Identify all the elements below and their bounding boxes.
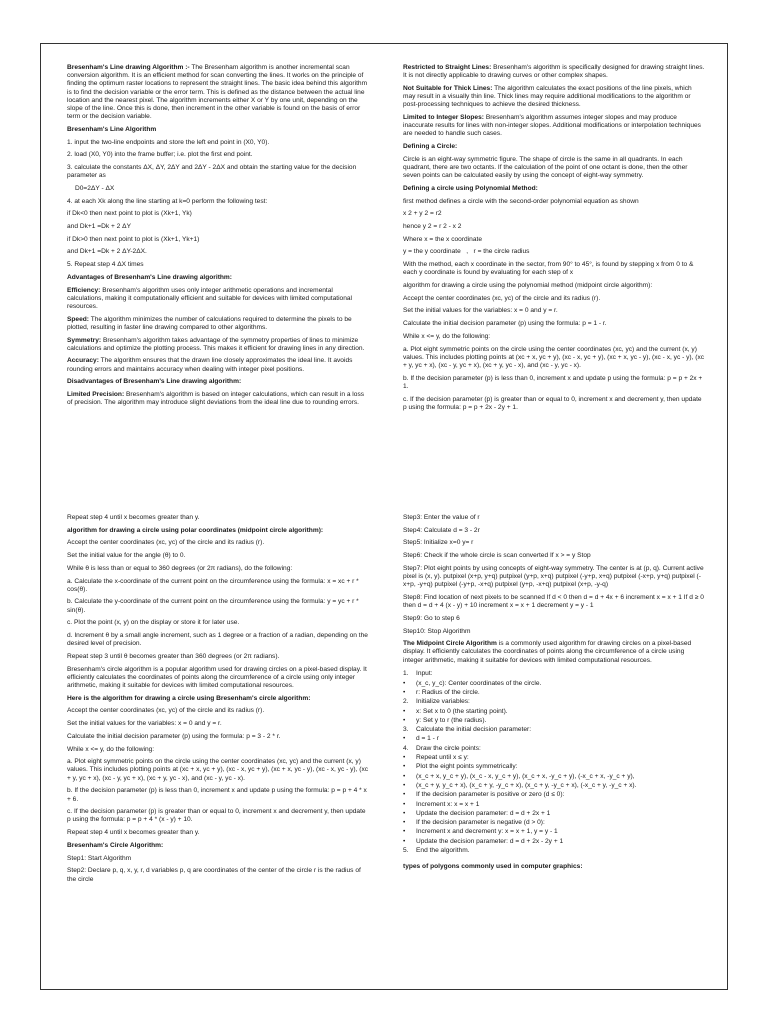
list-marker: 3. bbox=[403, 726, 409, 734]
paragraph: Accept the center coordinates (xc, yc) of the circle and its radius (r). bbox=[67, 539, 265, 547]
list-item bbox=[403, 781, 705, 790]
list-item bbox=[403, 669, 705, 678]
paragraph: Circle is an eight-way symmetric figure. The shape of circle is the same in all quadrants. In each quadrant, there are two octants. If the calculation of the point of one octant is done, then the other seven points can be calculated easily by using the concept of eight-way symmetry. bbox=[403, 155, 688, 180]
paragraph: a. Plot eight symmetric points on the circle using the center coordinates (xc, yc) and the current (x, y) values. This includes plotting points at (xc + x, yc + y), (xc - x, yc + y), (xc + x, yc - y), (xc - x, yc - y), (xc + y, yc + x), (xc - y, yc + x), (xc + y, yc - x), and (xc - y, yc - x). bbox=[403, 345, 705, 369]
paragraph: b. If the decision parameter (p) is less than 0, increment x and update p using the formula: p = p + 4 * x + 6. bbox=[67, 787, 367, 803]
list-item bbox=[403, 697, 705, 706]
paragraph: first method defines a circle with the second-order polynomial equation as shown bbox=[403, 197, 639, 205]
step-text: Step2: Declare p, q, x, y, r, d variables p, q are coordinates of the center of the circle r is the radius of the circle bbox=[67, 867, 361, 883]
step-text: Step8: Find location of next pixels to be scanned If d < 0 then d = d + 4x + 6 increment x = x + 1 If d ≥ 0 then d = d + 4 (x - y) + 10 increment x = x + 1 decrement y = y - 1 bbox=[403, 593, 704, 610]
section-heading: Here is the algorithm for drawing a circle using Bresenham's circle algorithm: bbox=[67, 694, 311, 702]
paragraph: a. Calculate the x-coordinate of the current point on the circumference using the formula: x = xc + r * cos(θ). bbox=[67, 577, 359, 593]
list-item-text: x: Set x to 0 (the starting point). bbox=[416, 707, 508, 715]
list-item bbox=[403, 734, 705, 743]
list-item bbox=[403, 837, 705, 846]
list-item bbox=[403, 800, 705, 809]
list-item bbox=[403, 818, 705, 827]
paragraph: c. If the decision parameter (p) is greater than or equal to 0, increment x and decrement y, then update p using the formula: p = p + 4 * (x - y) + 10. bbox=[67, 808, 366, 824]
list-marker: 4. bbox=[403, 744, 409, 752]
list-marker: • bbox=[403, 781, 406, 789]
step-text: 1. input the two-line endpoints and store the left end point in (X0, Y0). bbox=[67, 138, 270, 146]
list-marker: 2. bbox=[403, 698, 409, 706]
list-item-text: Input: bbox=[416, 670, 433, 678]
step-text: Step7: Plot eight points by using concepts of eight-way symmetry. The center is at (p, q). Current active pixel is (x, y). putpixel (x+p, y+q) putpixel (y+p, x+q) putpixel (-y+p, x+q) putpixel (-x+p, y+q) putpixel (-x+p, -y+q) putpixel (-y+p, -x+q) putpixel (y+p, -x+q) putpixel (x+p, -y-q) bbox=[403, 564, 704, 589]
list-item bbox=[403, 716, 705, 725]
paragraph: b. If the decision parameter (p) is less than 0, increment x and update p using the formula: p = p + 2x + 1. bbox=[403, 374, 703, 390]
list-item-text: If the decision parameter is negative (d > 0): bbox=[416, 819, 545, 827]
list-item bbox=[403, 827, 705, 836]
paragraph: Set the initial values for the variables: x = 0 and y = r. bbox=[403, 307, 558, 315]
advantage-accuracy: Accuracy: The algorithm ensures that the drawn line closely approximates the ideal line. It avoids rounding errors and maintains accuracy when dealing with integer pixel positions. bbox=[67, 357, 353, 373]
step-text: Step3: Enter the value of r bbox=[403, 514, 480, 521]
list-marker: • bbox=[403, 837, 406, 845]
list-item-text: (x_c + x, y_c + y), (x_c - x, y_c + y), (x_c + x, -y_c + y), (-x_c + x, -y_c + y), bbox=[416, 772, 635, 780]
list-marker: • bbox=[403, 828, 406, 836]
list-item-text: Increment x: x = x + 1 bbox=[416, 800, 480, 808]
list-item-text: Plot the eight points symmetrically: bbox=[416, 763, 518, 771]
section-heading: Bresenham's Line Algorithm bbox=[67, 125, 157, 133]
paragraph: y = the y coordinate , r = the circle radius bbox=[403, 248, 530, 256]
list-marker: • bbox=[403, 754, 406, 762]
list-marker: • bbox=[403, 679, 406, 687]
disadvantage-precision: Limited Precision: Bresenham's algorithm is based on integer calculations, which can result in a loss of precision. The algorithm may introduce slight deviations from the ideal line due to rounding errors. bbox=[67, 391, 365, 407]
formula-text: hence y 2 = r 2 - x 2 bbox=[403, 223, 462, 231]
list-item bbox=[403, 707, 705, 716]
paragraph: Set the initial value for the angle (θ) to 0. bbox=[67, 552, 186, 560]
step-text: Step9: Go to step 6 bbox=[403, 614, 460, 622]
paragraph: With the method, each x coordinate in the sector, from 90° to 45°, is found by stepping x from 0 to & each y coordinate is found by evaluating for each step of x bbox=[403, 261, 694, 277]
section-heading: Disadvantages of Bresenham's Line drawing algorithm: bbox=[67, 378, 242, 386]
list-item bbox=[403, 846, 705, 855]
step-text: 4. at each Xk along the line starting at k=0 perform the following test: bbox=[67, 197, 268, 205]
paragraph: Calculate the initial decision parameter (p) using the formula: p = 1 - r. bbox=[403, 320, 607, 328]
paragraph: Calculate the initial decision parameter (p) using the formula: p = 3 - 2 * r. bbox=[67, 732, 281, 740]
paragraph: c. If the decision parameter (p) is greater than or equal to 0, increment x and decrement y, then update p using the formula: p = p + 2x - 2y + 1. bbox=[403, 395, 702, 411]
step-text: Step1: Start Algorithm bbox=[67, 854, 132, 862]
list-item bbox=[403, 744, 705, 753]
list-marker: • bbox=[403, 707, 406, 715]
formula-text: x 2 + y 2 = r2 bbox=[403, 210, 442, 218]
bottom-right-column bbox=[403, 514, 705, 876]
list-item bbox=[403, 725, 705, 734]
list-item-text: d = 1 - r bbox=[416, 735, 439, 743]
advantage-speed: Speed: The algorithm minimizes the number of calculations required to determine the pixels to be plotted, resulting in faster line drawing compared to other algorithms. bbox=[67, 315, 352, 331]
list-item-text: Calculate the initial decision parameter: bbox=[416, 726, 532, 734]
disadvantage-straight-lines: Restricted to Straight Lines: Bresenham's algorithm is specifically designed for drawing straight lines. It is not directly applicable to drawing curves or other complex shapes. bbox=[403, 64, 705, 80]
list-item bbox=[403, 688, 705, 697]
list-marker: • bbox=[403, 735, 406, 743]
paragraph: Accept the center coordinates (xc, yc) of the circle and its radius (r). bbox=[67, 707, 265, 715]
step-text: Step10: Stop Algorithm bbox=[403, 627, 471, 635]
list-item-text: Initialize variables: bbox=[416, 698, 470, 706]
paragraph: While x <= y, do the following: bbox=[403, 332, 491, 340]
condition-text: and Dk+1 =Dk + 2 ΔY bbox=[67, 223, 131, 231]
section-heading: Defining a Circle: bbox=[403, 143, 458, 151]
paragraph: Repeat step 4 until x becomes greater than y. bbox=[67, 829, 200, 837]
condition-text: and Dk+1 =Dk + 2 ΔY-2ΔX. bbox=[67, 248, 147, 256]
list-item-text: Update the decision parameter: d = d + 2x - 2y + 1 bbox=[416, 837, 564, 845]
list-item-text: If the decision parameter is positive or zero (d ≤ 0): bbox=[416, 791, 565, 799]
bottom-left-column bbox=[67, 514, 369, 888]
paragraph: b. Calculate the y-coordinate of the current point on the circumference using the formula: y = yc + r * sin(θ). bbox=[67, 598, 359, 614]
list-item bbox=[403, 762, 705, 771]
list-marker: • bbox=[403, 791, 406, 799]
advantage-efficiency: Efficiency: Bresenham's algorithm uses only integer arithmetic operations and incremental calculations, making it computationally efficient and suitable for devices with limited computational resources. bbox=[67, 286, 353, 310]
paragraph: Repeat step 3 until θ becomes greater than 360 degrees (or 2π radians). bbox=[67, 652, 280, 660]
paragraph: a. Plot eight symmetric points on the circle using the center coordinates (xc, yc) and the current (x, y) values. This includes plotting points at (xc + x, yc + y), (xc - x, yc + y), (xc + x, yc - y), (xc - x, yc - y), (xc + y, yc + x), (xc - y, yc + x), (xc + y, yc - x), and (xc - y, yc - x). bbox=[67, 758, 369, 782]
list-item-text: Increment x and decrement y: x = x + 1, y = y - 1 bbox=[416, 828, 558, 836]
section-heading: Defining a circle using Polynomial Method: bbox=[403, 184, 538, 192]
list-marker: • bbox=[403, 809, 406, 817]
disadvantage-integer-slopes: Limited to Integer Slopes: Bresenham's algorithm assumes integer slopes and may produce inaccurate results for lines with non-integer slopes. Additional modifications or interpolation techniques are needed to handle such cases. bbox=[403, 114, 701, 138]
condition-text: if Dk>0 then next point to plot is (Xk+1, Yk+1) bbox=[67, 235, 200, 243]
formula-text: D0=2ΔY - ΔX bbox=[75, 184, 115, 192]
step-text: 3. calculate the constants ΔX, ΔY, 2ΔY and 2ΔY - 2ΔX and obtain the starting value for the decision parameter as bbox=[67, 164, 357, 180]
paragraph: While x <= y, do the following: bbox=[67, 745, 155, 753]
list-item-text: r: Radius of the circle. bbox=[416, 688, 480, 696]
paragraph: algorithm for drawing a circle using the polynomial method (midpoint circle algorithm): bbox=[403, 282, 653, 290]
list-marker: 5. bbox=[403, 846, 409, 854]
list-item-text: (x_c + y, y_c + x), (x_c + y, -y_c + x), (x_c + y, -y_c + x), (-x_c + y, -y_c + x). bbox=[416, 781, 637, 789]
step-text: 2. load (X0, Y0) into the frame buffer; i.e. plot the first end point. bbox=[67, 151, 253, 159]
top-right-column bbox=[403, 64, 705, 417]
list-marker: • bbox=[403, 763, 406, 771]
list-item-text: y: Set y to r (the radius). bbox=[416, 716, 487, 724]
paragraph: While θ is less than or equal to 360 degrees (or 2π radians), do the following: bbox=[67, 564, 293, 572]
step-text: Step4: Calculate d = 3 - 2r bbox=[403, 526, 480, 534]
paragraph: Accept the center coordinates (xc, yc) of the circle and its radius (r). bbox=[403, 294, 601, 302]
list-item bbox=[403, 790, 705, 799]
list-item-text: Repeat until x ≤ y: bbox=[416, 754, 469, 762]
paragraph: Repeat step 4 until x becomes greater than y. bbox=[67, 514, 200, 521]
list-marker: • bbox=[403, 772, 406, 780]
paragraph: c. Plot the point (x, y) on the display or store it for later use. bbox=[67, 619, 240, 627]
list-item bbox=[403, 809, 705, 818]
document-page bbox=[40, 43, 728, 990]
advantage-symmetry: Symmetry: Bresenham's algorithm takes advantage of the symmetry properties of lines to minimize calculations and optimize the plotting process. This makes it efficient for drawing lines in any direction. bbox=[67, 336, 365, 352]
list-item bbox=[403, 679, 705, 688]
list-item bbox=[403, 772, 705, 781]
list-item-text: (x_c, y_c): Center coordinates of the circle. bbox=[416, 679, 542, 687]
list-item-text: End the algorithm. bbox=[416, 846, 470, 854]
list-item bbox=[403, 753, 705, 762]
top-left-column bbox=[67, 64, 369, 412]
list-marker: 1. bbox=[403, 670, 409, 678]
list-item-text: Draw the circle points: bbox=[416, 744, 481, 752]
step-text: Step5: Initialize x=0 y= r bbox=[403, 539, 474, 547]
paragraph: Bresenham's circle algorithm is a popular algorithm used for drawing circles on a pixel-based display. It efficiently calculates the coordinates of points along the circumference of a circle using only integer arithmetic, making it suitable for devices with limited computational resources. bbox=[67, 665, 367, 690]
list-marker: • bbox=[403, 716, 406, 724]
midpoint-steps-list bbox=[403, 669, 705, 855]
list-item-text: Update the decision parameter: d = d + 2x + 1 bbox=[416, 809, 551, 817]
condition-text: if Dk<0 then next point to plot is (Xk+1, Yk) bbox=[67, 210, 192, 218]
section-heading: Bresenham's Circle Algorithm: bbox=[67, 841, 164, 849]
paragraph: d. Increment θ by a small angle increment, such as 1 degree or a fraction of a radian, depending on the desired level of precision. bbox=[67, 632, 368, 648]
disadvantage-thick-lines: Not Suitable for Thick Lines: The algorithm calculates the exact positions of the line pixels, which may result in a visually thin line. Thick lines may require additional modifications to the algorithm or post-processing techniques to achieve the desired thickness. bbox=[403, 84, 692, 109]
section-heading: Advantages of Bresenham's Line drawing algorithm: bbox=[67, 273, 232, 281]
list-marker: • bbox=[403, 800, 406, 808]
step-text: Step6: Check if the whole circle is scan converted If x > = y Stop bbox=[403, 552, 591, 560]
midpoint-intro: The Midpoint Circle Algorithm is a commonly used algorithm for drawing circles on a pixel-based display. It efficiently calculates the coordinates of points along the circumference of a circle using integer arithmetic, making it suitable for devices with limited computational resources. bbox=[403, 640, 692, 664]
section-heading: algorithm for drawing a circle using polar coordinates (midpoint circle algorithm): bbox=[67, 526, 324, 534]
step-text: 5. Repeat step 4 ΔX times bbox=[67, 261, 144, 269]
paragraph: Where x = the x coordinate bbox=[403, 235, 482, 243]
section-heading: types of polygons commonly used in computer graphics: bbox=[403, 863, 583, 871]
bresenham-intro: Bresenham's Line drawing Algorithm :- The Bresenham algorithm is another incremental scan conversion algorithm. It is an efficient method for scan converting the lines. It works on the principle of finding the optimum raster locations to represent the straight lines. The basic idea behind this algorithm is to find the decision variable or the error term. This is defined as the distance between the actual line location and the nearest pixel. The algorithm increments either X or Y by one unit, depending on the slope of the line. Once this is done, then increment in the other variable is found on the basis of error term or the decision variable. bbox=[67, 64, 368, 121]
list-marker: • bbox=[403, 819, 406, 827]
list-marker: • bbox=[403, 688, 406, 696]
paragraph: Set the initial values for the variables: x = 0 and y = r. bbox=[67, 720, 222, 728]
